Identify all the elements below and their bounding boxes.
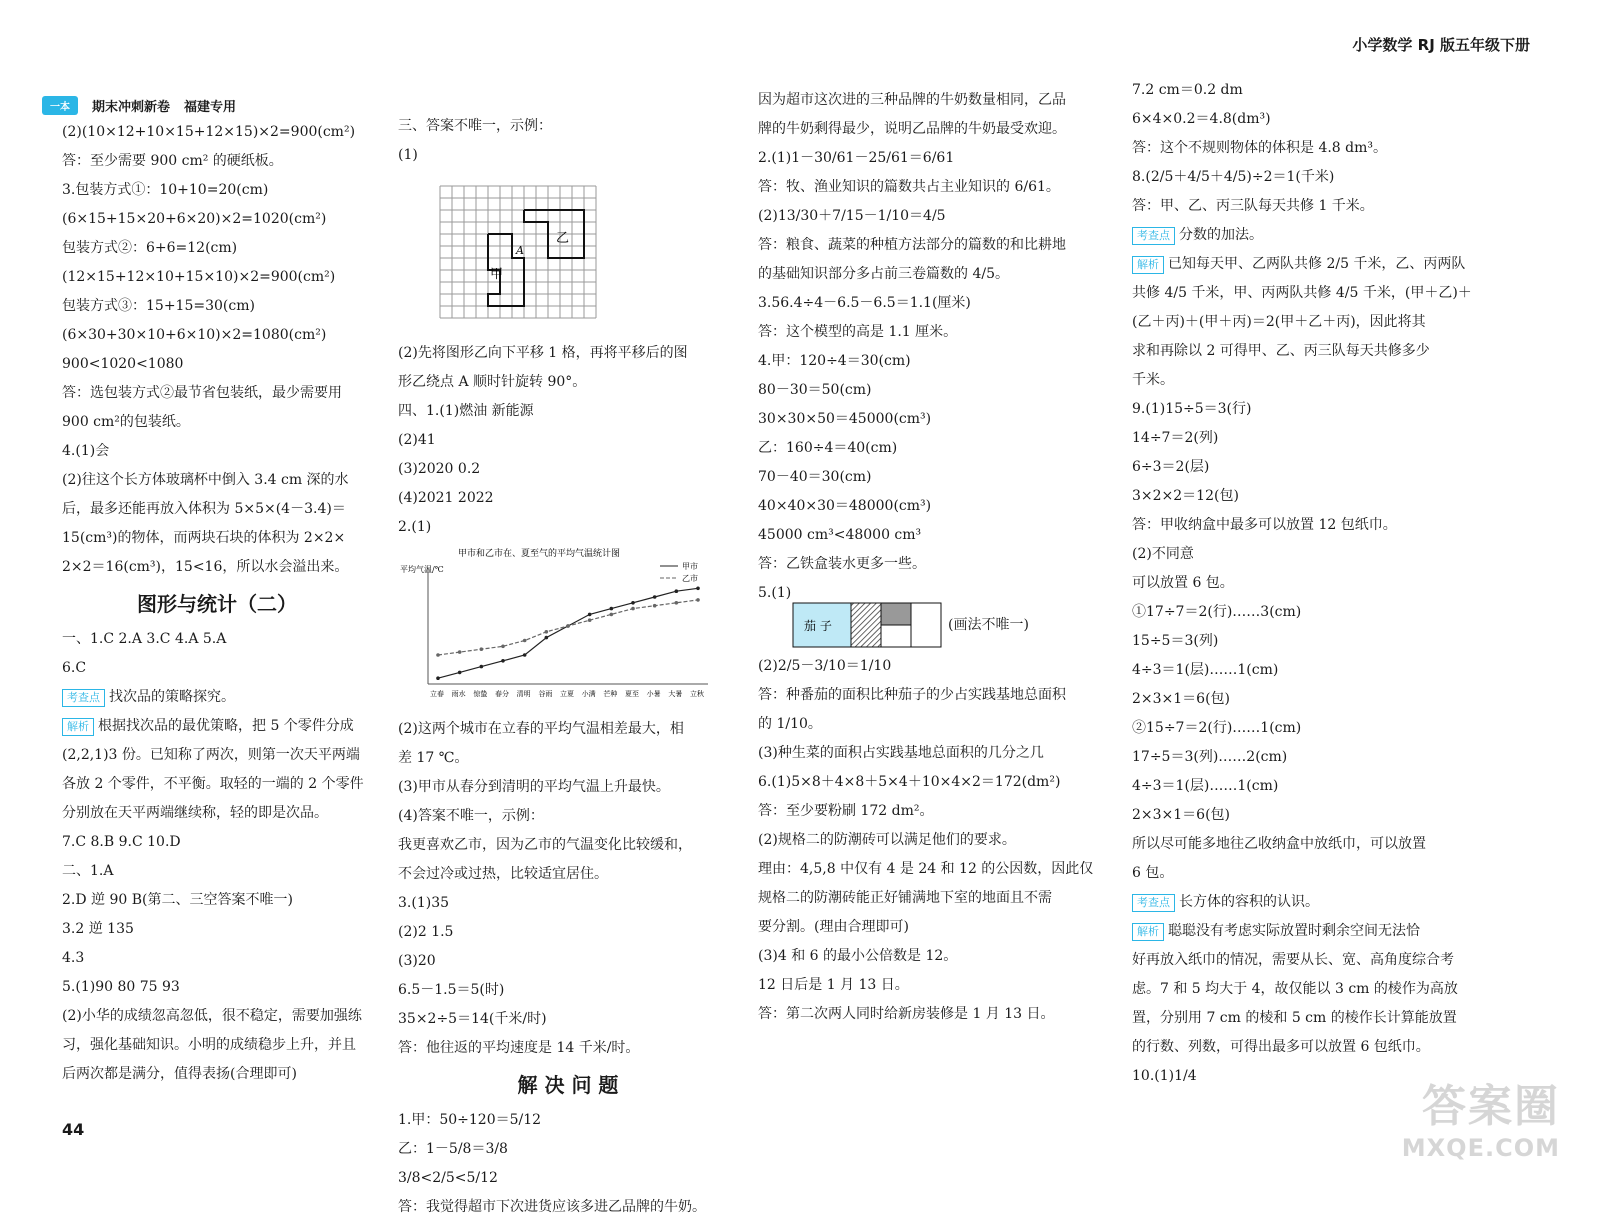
grid-label-a: 甲 [490, 267, 504, 282]
text-line: 答：甲、乙、丙三队每天共修 1 千米。 [1132, 198, 1374, 214]
series-point [458, 671, 462, 675]
text-line: 4.(1)会 [62, 443, 110, 459]
tag-analysis-2: 解析 [1132, 256, 1164, 274]
text-line: 6.5－1.5＝5(时) [398, 982, 505, 998]
series-point [523, 653, 527, 657]
series-point [523, 639, 527, 643]
text-line: 答：种番茄的面积比种茄子的少占实践基地总面积 [758, 687, 1066, 703]
text-line: 差 17 ℃。 [398, 750, 469, 766]
text-line: 15(cm³)的物体，而两块石块的体积为 2×2× [62, 530, 346, 546]
section-title-stats: 图形与统计（二） [137, 592, 297, 616]
text-line: 6×4×0.2＝4.8(dm³) [1132, 111, 1271, 127]
x-tick-label: 夏至 [625, 690, 639, 698]
series-line [438, 588, 698, 678]
text-line: 8.(2/5＋4/5＋4/5)÷2＝1(千米) [1132, 169, 1335, 185]
tag-exam-point-2: 考查点 [1132, 227, 1175, 245]
text-line: 3.(1)35 [398, 895, 450, 911]
legend-label: 甲市 [682, 562, 698, 571]
text-line: 可以放置 6 包。 [1132, 575, 1234, 591]
x-tick-label: 惊蛰 [473, 690, 488, 698]
text-line: 一、1.C 2.A 3.C 4.A 5.A [62, 631, 227, 647]
column-4 [1132, 76, 1492, 1091]
column-3 [758, 86, 1108, 1029]
series-point [501, 659, 505, 663]
x-tick-label: 立春 [430, 690, 444, 698]
temperature-line-chart [398, 544, 728, 704]
text-line: 乙：1－5/8＝3/8 [398, 1141, 508, 1157]
text-line: 答：他往返的平均速度是 14 千米/时。 [398, 1040, 640, 1056]
x-tick-label: 雨水 [451, 690, 466, 698]
text-line: 四、1.(1)燃油 新能源 [398, 403, 534, 419]
col1b-lines [62, 625, 372, 683]
text-line: 求和再除以 2 可得甲、乙、丙三队每天共修多少 [1132, 343, 1430, 359]
text-line: ①17÷7＝2(行)……3(cm) [1132, 604, 1302, 620]
col3a-lines [758, 86, 1108, 608]
tag-line-5 [1132, 888, 1492, 917]
text-line: 14÷7＝2(列) [1132, 430, 1219, 446]
text-line: 乙：160÷4＝40(cm) [758, 440, 898, 456]
chart-ylabel: 平均气温/℃ [400, 565, 444, 574]
x-tick-label: 谷雨 [538, 690, 553, 698]
series-point [696, 598, 700, 602]
text-line: ②15÷7＝2(行)……1(cm) [1132, 720, 1302, 736]
tag-text-2: 分数的加法。 [1179, 227, 1263, 243]
text-line: 900<1020<1080 [62, 356, 184, 372]
x-tick-label: 立秋 [690, 690, 704, 698]
text-line: 1.甲：50÷120＝5/12 [398, 1112, 542, 1128]
text-line: 虑。7 和 5 均大于 4，故仅能以 3 cm 的棱作为高放 [1132, 981, 1458, 997]
text-line: (2)规格二的防潮砖可以满足他们的要求。 [758, 832, 1016, 848]
text-line: 答：选包装方式②最节省包装纸，最少需要用 [62, 385, 342, 401]
text-line: 答：牧、渔业知识的篇数共占主业知识的 6/61。 [758, 179, 1060, 195]
text-line: (2)41 [398, 432, 436, 448]
series-point [566, 624, 570, 628]
text-line: (2)(10×12+10×15+12×15)×2=900(cm²) [62, 124, 356, 140]
text-line: 12 日后是 1 月 13 日。 [758, 977, 909, 993]
series-point [458, 650, 462, 654]
translation-grid-figure [428, 174, 608, 324]
text-line: 不会过冷或过热，比较适宜居住。 [398, 866, 608, 882]
text-line: (2)往这个长方体玻璃杯中倒入 3.4 cm 深的水 [62, 472, 349, 488]
text-line: 6 包。 [1132, 865, 1174, 881]
text-line: 答：乙铁盒装水更多一些。 [758, 556, 926, 572]
text-line: (12×15+12×10+15×10)×2=900(cm²) [62, 269, 336, 285]
text-line: 理由：4,5,8 中仅有 4 是 24 和 12 的公因数，因此仅 [758, 861, 1094, 877]
grid-point-a: A [516, 244, 524, 257]
analysis-first-line-3: 聪聪没有考虑实际放置时剩余空间无法恰 [1168, 923, 1420, 939]
series-point [696, 587, 700, 591]
col3b-lines [758, 652, 1108, 1029]
text-line: (3)种生菜的面积占实践基地总面积的几分之几 [758, 745, 1044, 761]
x-tick-label: 小满 [581, 690, 596, 698]
text-line: 答：这个不规则物体的体积是 4.8 dm³。 [1132, 140, 1388, 156]
text-line: 2×3×1＝6(包) [1132, 807, 1231, 823]
text-line: 答：第二次两人同时给新房装修是 1 月 13 日。 [758, 1006, 1055, 1022]
tag-analysis-3: 解析 [1132, 923, 1164, 941]
text-line: 80－30＝50(cm) [758, 382, 872, 398]
text-line: 二、1.A [62, 863, 114, 879]
text-line: (乙＋丙)＋(甲＋丙)＝2(甲＋乙＋丙)，因此将其 [1132, 314, 1426, 330]
text-line: 的基础知识部分多占前三卷篇数的 4/5。 [758, 266, 1009, 282]
series-point [631, 601, 635, 605]
series-bar [42, 96, 236, 115]
series-point [610, 613, 614, 617]
text-line: 我更喜欢乙市，因为乙市的气温变化比较缓和， [398, 837, 692, 853]
series-chip: 一本 [42, 96, 78, 115]
tag-text: 找次品的策略探究。 [109, 689, 235, 705]
tag-line-1 [62, 683, 372, 712]
x-tick-label: 立夏 [560, 690, 574, 698]
text-line: 后两次都是满分，值得表扬(合理即可) [62, 1066, 297, 1082]
col1-lines [62, 118, 372, 582]
series-point [675, 601, 679, 605]
col2d-lines [398, 1106, 738, 1222]
text-line: (3)4 和 6 的最小公倍数是 12。 [758, 948, 958, 964]
x-tick-label: 清明 [516, 690, 531, 698]
text-line: 70－40＝30(cm) [758, 469, 872, 485]
text-line: 7.C 8.B 9.C 10.D [62, 834, 181, 850]
series-point [631, 607, 635, 611]
series-point [545, 630, 549, 634]
text-line: 的 1/10。 [758, 716, 822, 732]
text-line: 包装方式②：6+6=12(cm) [62, 240, 238, 256]
text-line: 2.(1)1－30/61－25/61＝6/61 [758, 150, 955, 166]
watermark-line1: 答案圈 [1422, 1081, 1560, 1132]
text-line: 2×2＝16(cm³)，15<16，所以水会溢出来。 [62, 559, 349, 575]
box-label: 茄 子 [804, 619, 832, 633]
watermark-line2: MXQE.COM [1401, 1134, 1560, 1162]
tag-text-3: 长方体的容积的认识。 [1179, 894, 1319, 910]
tag-analysis: 解析 [62, 718, 94, 736]
text-line: (2)先将图形乙向下平移 1 格，再将平移后的图 [398, 345, 688, 361]
series-point [545, 636, 549, 640]
text-line: (2)2/5－3/10＝1/10 [758, 658, 892, 674]
text-line: 30×30×50＝45000(cm³) [758, 411, 932, 427]
text-line: 3.2 逆 135 [62, 921, 134, 937]
text-line: 答：我觉得超市下次进货应该多进乙品牌的牛奶。 [398, 1199, 706, 1215]
text-line: 6.(1)5×8＋4×8＋5×4＋10×4×2＝172(dm²) [758, 774, 1061, 790]
x-tick-label: 芒种 [603, 690, 618, 698]
box-note: (画法不唯一) [948, 616, 1029, 633]
tag-exam-point-3: 考查点 [1132, 894, 1175, 912]
series-point [480, 647, 484, 651]
text-line: 3.包装方式①：10+10=20(cm) [62, 182, 269, 198]
series-point [653, 604, 657, 608]
series-point [436, 653, 440, 657]
tag-exam-point: 考查点 [62, 689, 105, 707]
col2a-lines [398, 112, 738, 170]
text-line: 4.3 [62, 950, 85, 966]
col2b-lines [398, 339, 738, 542]
series-point [480, 665, 484, 669]
series-point [588, 618, 592, 622]
series-point [675, 589, 679, 593]
text-line: 置，分别用 7 cm 的棱和 5 cm 的棱作长计算能放置 [1132, 1010, 1457, 1026]
tag-line-4 [1132, 250, 1492, 279]
text-line: (2)13/30＋7/15－1/10＝4/5 [758, 208, 946, 224]
text-line: 牌的牛奶剩得最少，说明乙品牌的牛奶最受欢迎。 [758, 121, 1066, 137]
text-line: 7.2 cm＝0.2 dm [1132, 82, 1243, 98]
section-title-solve: 解 决 问 题 [517, 1073, 619, 1097]
text-line: 9.(1)15÷5＝3(行) [1132, 401, 1252, 417]
text-line: 6÷3＝2(层) [1132, 459, 1210, 475]
text-line: (2)2 1.5 [398, 924, 454, 940]
text-line: 各放 2 个零件，不平衡。取轻的一端的 2 个零件 [62, 776, 364, 792]
col4b-lines [1132, 279, 1492, 888]
text-line: (2)这两个城市在立春的平均气温相差最大，相 [398, 721, 684, 737]
series-point [588, 613, 592, 617]
column-2 [398, 112, 738, 1222]
text-line: (3)2020 0.2 [398, 461, 481, 477]
text-line: 三、答案不唯一，示例： [398, 118, 552, 134]
text-line: 17÷5＝3(列)……2(cm) [1132, 749, 1288, 765]
text-line: 4÷3＝1(层)……1(cm) [1132, 662, 1279, 678]
text-line: 3/8<2/5<5/12 [398, 1170, 498, 1186]
text-line: 35×2÷5＝14(千米/时) [398, 1011, 547, 1027]
text-line: (4)2021 2022 [398, 490, 494, 506]
text-line: 要分割。(理由合理即可) [758, 919, 909, 935]
col4a-lines [1132, 76, 1492, 221]
text-line: 900 cm²的包装纸。 [62, 414, 190, 430]
analysis-first-line-2: 已知每天甲、乙两队共修 2/5 千米，乙、丙两队 [1168, 256, 1466, 272]
chart-title: 甲市和乙市在、夏至气的平均气温统计图 [458, 549, 621, 559]
watermark [1402, 1070, 1560, 1162]
text-line: 4÷3＝1(层)……1(cm) [1132, 778, 1279, 794]
text-line: 4.甲：120÷4＝30(cm) [758, 353, 911, 369]
series-point [653, 595, 657, 599]
text-line: (2,2,1)3 份。已知称了两次，则第一次天平两端 [62, 747, 360, 763]
col2c-lines [398, 715, 738, 1063]
text-line: (3)20 [398, 953, 436, 969]
text-line: 千米。 [1132, 372, 1174, 388]
text-line: 的行数、列数，可得出最多可以放置 6 包纸巾。 [1132, 1039, 1430, 1055]
text-line: 所以尽可能多地往乙收纳盒中放纸巾，可以放置 [1132, 836, 1426, 852]
text-line: 答：甲收纳盒中最多可以放置 12 包纸巾。 [1132, 517, 1397, 533]
text-line: 40×40×30＝48000(cm³) [758, 498, 932, 514]
series-name: 期末冲刺新卷 [92, 100, 171, 115]
text-line: 6.C [62, 660, 87, 676]
legend-label: 乙市 [682, 574, 698, 583]
text-line: 3×2×2＝12(包) [1132, 488, 1239, 504]
x-tick-label: 小暑 [646, 690, 661, 698]
text-line: 形乙绕点 A 顺时针旋转 90°。 [398, 374, 587, 390]
series-point [436, 676, 440, 680]
text-line: 3.56.4÷4－6.5－6.5＝1.1(厘米) [758, 295, 971, 311]
text-line: (6×15+15×20+6×20)×2=1020(cm²) [62, 211, 327, 227]
text-line: (1) [398, 147, 418, 163]
text-line: 2.(1) [398, 519, 432, 535]
text-line: (4)答案不唯一，示例： [398, 808, 544, 824]
text-line: 规格二的防潮砖能正好铺满地下室的地面且不需 [758, 890, 1052, 906]
tag-line-6 [1132, 917, 1492, 946]
column-1 [62, 118, 372, 1089]
book-title: 小学数学 RJ 版五年级下册 [1352, 36, 1530, 54]
text-line: 答：这个模型的高是 1.1 厘米。 [758, 324, 958, 340]
text-line: (3)甲市从春分到清明的平均气温上升最快。 [398, 779, 670, 795]
text-line: (2)不同意 [1132, 546, 1194, 562]
text-line: 10.(1)1/4 [1132, 1068, 1197, 1084]
x-tick-label: 春分 [495, 690, 509, 698]
text-line: 因为超市这次进的三种品牌的牛奶数量相同，乙品 [758, 92, 1066, 108]
grid-label-b: 乙 [556, 231, 570, 246]
text-line: 包装方式③：15+15=30(cm) [62, 298, 255, 314]
text-line: 答：粮食、蔬菜的种植方法部分的篇数的和比耕地 [758, 237, 1066, 253]
text-line: (2)小华的成绩忽高忽低，很不稳定，需要加强练 [62, 1008, 362, 1024]
text-line: (6×30+30×10+6×10)×2=1080(cm²) [62, 327, 327, 343]
region-label: 福建专用 [184, 100, 237, 115]
tag-line-2 [62, 712, 372, 741]
area-box-row [792, 602, 1108, 648]
page-number: 44 [62, 1120, 85, 1139]
analysis-first-line: 根据找次品的最优策略，把 5 个零件分成 [98, 718, 354, 734]
text-line: 5.(1)90 80 75 93 [62, 979, 180, 995]
text-line: 2×3×1＝6(包) [1132, 691, 1231, 707]
text-line: 答：至少要粉刷 172 dm²。 [758, 803, 934, 819]
text-line: 共修 4/5 千米，甲、丙两队共修 4/5 千米，(甲＋乙)＋ [1132, 285, 1472, 301]
text-line: 答：至少需要 900 cm² 的硬纸板。 [62, 153, 283, 169]
area-rectangle-figure [792, 602, 942, 648]
series-point [610, 607, 614, 611]
text-line: 15÷5＝3(列) [1132, 633, 1219, 649]
text-line: 后，最多还能再放入体积为 5×5×(4－3.4)＝ [62, 501, 346, 517]
x-tick-label: 大暑 [668, 690, 683, 698]
series-point [501, 645, 505, 649]
text-line: 分别放在天平两端继续称，轻的即是次品。 [62, 805, 328, 821]
tag-line-3 [1132, 221, 1492, 250]
text-line: 45000 cm³<48000 cm³ [758, 527, 922, 543]
col1c-lines [62, 741, 372, 1089]
text-line: 5.(1) [758, 585, 792, 601]
text-line: 好再放入纸巾的情况，需要从长、宽、高角度综合考 [1132, 952, 1454, 968]
text-line: 习，强化基础知识。小明的成绩稳步上升，并且 [62, 1037, 356, 1053]
text-line: 2.D 逆 90 B(第二、三空答案不唯一) [62, 892, 293, 908]
